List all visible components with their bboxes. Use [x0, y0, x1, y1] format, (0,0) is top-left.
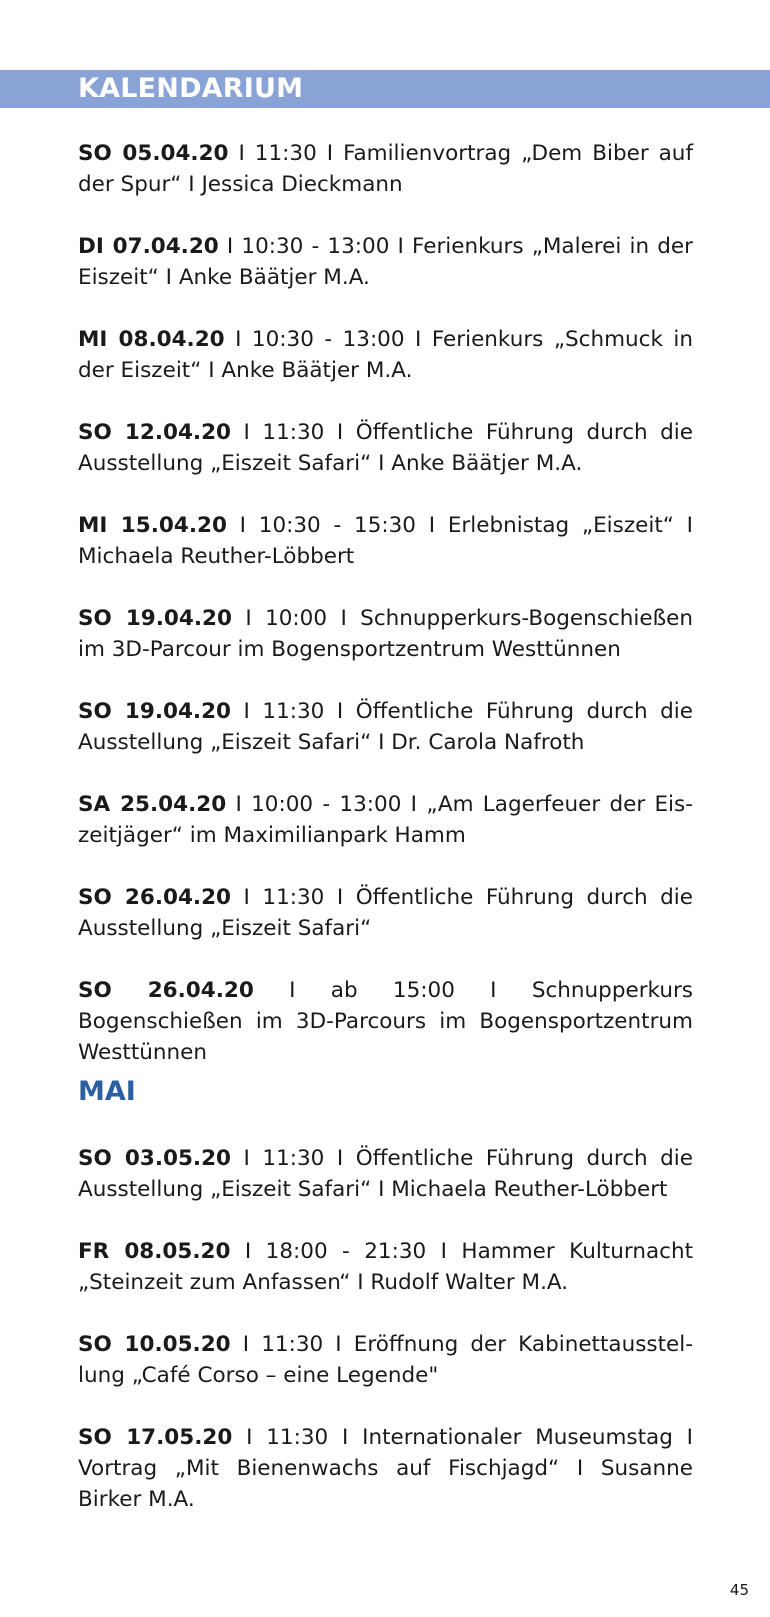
event-item: [78, 696, 693, 758]
event-item: [78, 1422, 693, 1515]
event-date: MI 15.04.20: [78, 513, 227, 538]
event-item: [78, 1329, 693, 1391]
event-item: [78, 324, 693, 386]
event-text: I 10:00 - 13:00 I „Am Lagerfeuer der Eis-zeitjäger“ im Maximilianpark Hamm: [78, 792, 693, 848]
event-date: SO 10.05.20: [78, 1332, 231, 1357]
event-date: SO 17.05.20: [78, 1425, 233, 1450]
event-text: I 11:30 I Familienvortrag „Dem Biber auf der Spur“ I Jessica Dieckmann: [78, 141, 694, 197]
event-date: SO 26.04.20: [78, 885, 232, 910]
event-text: I 11:30 I Internationaler Museumstag I Vortrag „Mit Bienenwachs auf Fischjagd“ I Susanne Birker M.A.: [78, 1425, 694, 1512]
event-item: [78, 882, 693, 944]
event-date: FR 08.05.20: [78, 1239, 231, 1264]
event-text: I 10:30 - 13:00 I Ferienkurs „Schmuck in der Eiszeit“ I Anke Bäätjer M.A.: [78, 327, 693, 383]
event-item: [78, 510, 693, 572]
page-number: 45: [729, 1581, 749, 1599]
event-text: I 11:30 I Öffentliche Führung durch die Ausstellung „Eiszeit Safari“ I Dr. Carola Nafroth: [78, 699, 694, 755]
event-item: [78, 138, 693, 200]
event-item: [78, 603, 693, 665]
event-date: MI 08.04.20: [78, 327, 225, 352]
event-date: SO 26.04.20: [78, 978, 254, 1003]
event-date: SO 19.04.20: [78, 606, 232, 631]
event-item: [78, 975, 693, 1068]
header-band: [0, 70, 770, 108]
page-title: KALENDARIUM: [78, 73, 304, 104]
event-text: I 11:30 I Öffentliche Führung durch die Ausstellung „Eiszeit Safari“: [78, 885, 694, 941]
event-item: [78, 789, 693, 851]
event-list-may: [78, 1143, 693, 1546]
section-heading-may: MAI: [78, 1076, 136, 1107]
event-text: I 10:30 - 13:00 I Ferienkurs „Malerei in der Eiszeit“ I Anke Bäätjer M.A.: [78, 234, 693, 290]
event-item: [78, 1143, 693, 1205]
event-text: I 10:00 I Schnupperkurs-Bogenschießen im 3D-Parcour im Bogensportzentrum Westtünnen: [78, 606, 693, 662]
event-text: I 11:30 I Öffentliche Führung durch die Ausstellung „Eiszeit Safari“ I Michaela Reuther-Löbbert: [78, 1146, 694, 1202]
event-text: I 11:30 I Eröffnung der Kabinettausstel-lung „Café Corso – eine Legende": [78, 1332, 693, 1388]
event-text: I 18:00 - 21:30 I Hammer Kulturnacht „Steinzeit zum Anfassen“ I Rudolf Walter M.A.: [78, 1239, 693, 1295]
event-date: SO 19.04.20: [78, 699, 232, 724]
event-text: I ab 15:00 I Schnupperkurs Bogenschießen im 3D-Parcours im Bogensportzentrum Westtünnen: [78, 978, 693, 1065]
event-text: I 10:30 - 15:30 I Erlebnistag „Eiszeit“ I Michaela Reuther-Löbbert: [78, 513, 693, 569]
event-item: [78, 417, 693, 479]
event-date: SO 05.04.20: [78, 141, 229, 166]
event-list-april: [78, 138, 693, 1099]
event-item: [78, 1236, 693, 1298]
event-date: SO 12.04.20: [78, 420, 232, 445]
event-date: SA 25.04.20: [78, 792, 227, 817]
event-date: DI 07.04.20: [78, 234, 219, 259]
event-date: SO 03.05.20: [78, 1146, 232, 1171]
event-text: I 11:30 I Öffentliche Führung durch die Ausstellung „Eiszeit Safari“ I Anke Bäätjer M.A.: [78, 420, 694, 476]
event-item: [78, 231, 693, 293]
